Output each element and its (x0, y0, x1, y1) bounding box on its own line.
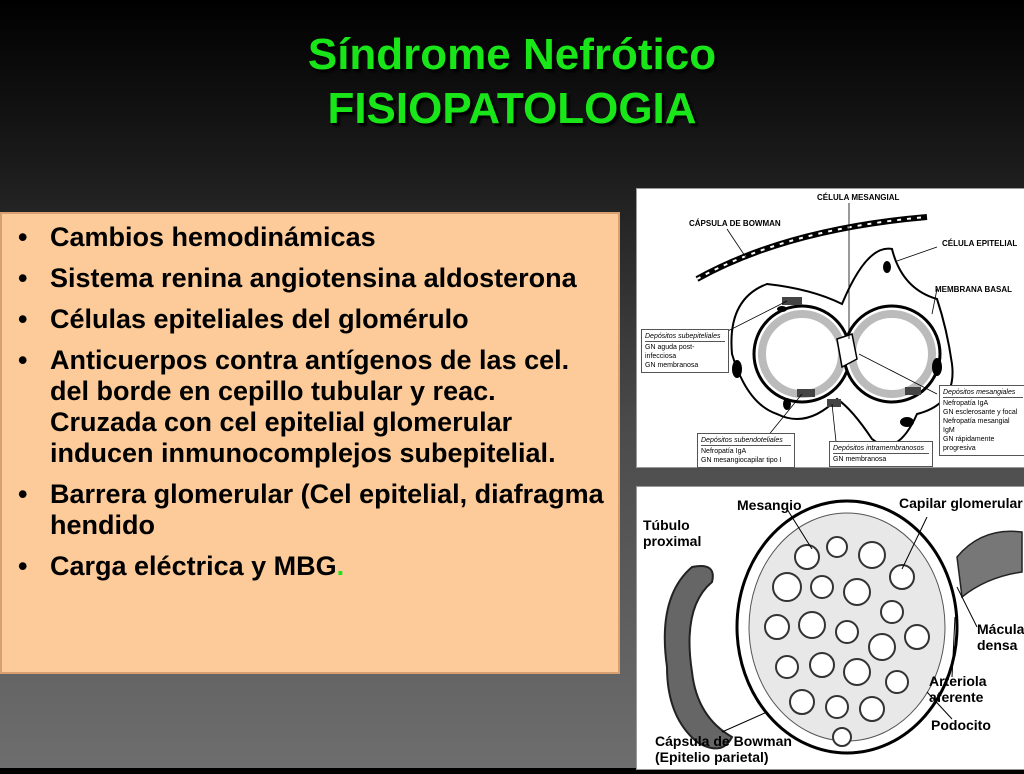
label-celula-epitelial: CÉLULA EPITELIAL (942, 239, 1018, 248)
box-line: GN esclerosante y focal (943, 409, 1018, 416)
label-mesangio: Mesangio (737, 497, 802, 513)
bullet-text: Carga eléctrica y MBG (50, 551, 337, 581)
bullet-dot: • (18, 345, 28, 375)
green-period: . (336, 551, 345, 581)
label-celula-mesangial: CÉLULA MESANGIAL (817, 193, 900, 202)
box-mesangiales (939, 385, 1024, 456)
box-title: Depósitos mesangiales (943, 388, 1023, 398)
bullet-dot: • (18, 222, 28, 252)
box-line: Nefropatía IgA (701, 448, 747, 455)
box-title: Depósitos intramembranosos (833, 444, 929, 454)
bullet-text: Células epiteliales del glomérulo (50, 304, 469, 334)
bullet-item (14, 345, 608, 469)
box-subepiteliales (641, 329, 729, 373)
label-macula-densa: Mácula densa (977, 621, 1024, 653)
label-membrana-basal: MEMBRANA BASAL (935, 285, 1013, 294)
box-line: Nefropatía IgA (943, 400, 989, 407)
label-capilar-glomerular: Capilar glomerular (899, 495, 1023, 511)
slide-title (0, 28, 1024, 136)
box-intramembranosos (829, 441, 933, 467)
bullet-item (14, 222, 608, 253)
bullet-text: Anticuerpos contra antígenos de las cel. del borde en cepillo tubular y reac. Cruzada con cel epitelial glomerular inducen inmunocomplejos subepitelial. (50, 345, 570, 468)
label-tubulo-proximal: Túbulo proximal (643, 517, 702, 549)
label-arteriola-aferente: Arteriola aferente (929, 673, 987, 705)
label-capsula-bowman-parietal: Cápsula de Bowman (Epitelio parietal) (655, 733, 792, 765)
box-line: GN membranosa (833, 456, 887, 463)
bullet-item (14, 479, 608, 541)
bullet-dot: • (18, 479, 28, 509)
bullet-dot: • (18, 263, 28, 293)
bullet-item (14, 263, 608, 294)
box-subendoteliales (697, 433, 795, 468)
bullet-text: Barrera glomerular (Cel epitelial, diafragma hendido (50, 479, 604, 540)
bullet-text: Cambios hemodinámicas (50, 222, 376, 252)
bullet-text: Sistema renina angiotensina aldosterona (50, 263, 577, 293)
title-line-2: FISIOPATOLOGIA (327, 84, 697, 133)
bullet-list (14, 222, 608, 582)
box-line: Nefropatía mesangial IgM (943, 418, 1010, 434)
box-line: GN aguda post-infecciosa (645, 344, 695, 360)
glomerulus-illustration (636, 486, 1024, 770)
box-line: GN rápidamente progresiva (943, 436, 995, 452)
label-podocito: Podocito (931, 717, 991, 733)
label-capsula-bowman: CÁPSULA DE BOWMAN (689, 219, 781, 228)
box-title: Depósitos subendoteliales (701, 436, 791, 446)
box-line: GN mesangiocapilar tipo I (701, 457, 782, 464)
bullet-dot: • (18, 304, 28, 334)
bullet-dot: • (18, 551, 28, 581)
bullet-panel (0, 212, 620, 674)
box-title: Depósitos subepiteliales (645, 332, 725, 342)
bullet-item (14, 551, 608, 582)
bullet-item (14, 304, 608, 335)
box-line: GN membranosa (645, 362, 699, 369)
title-line-1: Síndrome Nefrótico (307, 30, 717, 79)
glomerulus-diagram (636, 188, 1024, 468)
